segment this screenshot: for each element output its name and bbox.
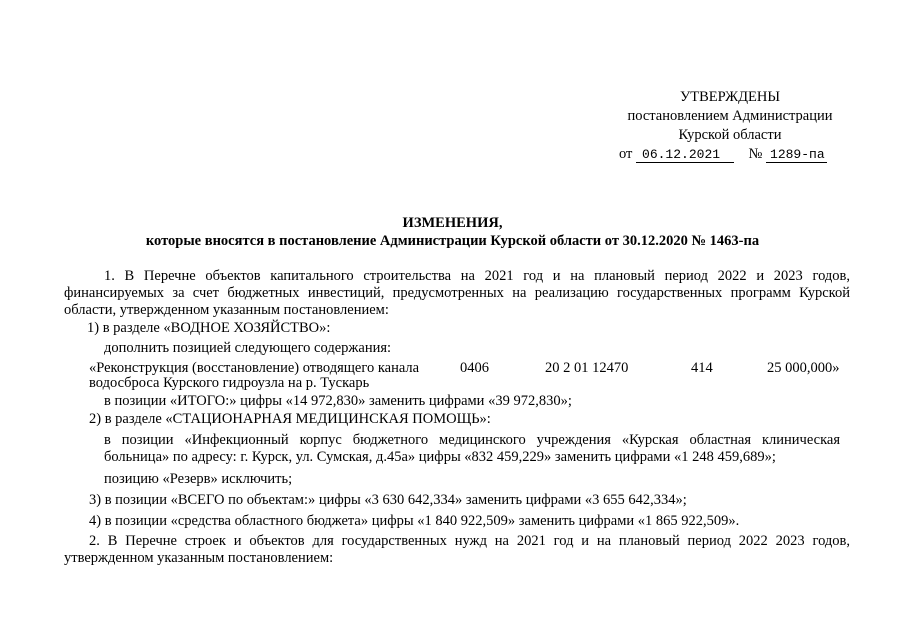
list-item-1-text: дополнить позицией следующего содержания: bbox=[104, 340, 392, 356]
number-prefix: № bbox=[748, 146, 763, 162]
document-subtitle: которые вносятся в постановление Администрации Курской области от 30.12.2020 № 1463-па bbox=[145, 233, 760, 249]
row-code-target: 20 2 01 12470 bbox=[545, 360, 629, 376]
paragraph-1-line: финансируемых за счет бюджетных инвестиций, предусмотренных на реализацию государственных программ Курской bbox=[64, 285, 850, 301]
paragraph-1-line: 1. В Перечне объектов капитального строительства на 2021 год и на плановый период 2022 и 2023 годов, bbox=[104, 268, 850, 284]
list-item-2-text: больница» по адресу: г. Курск, ул. Сумская, д.45а» цифры «832 459,229» заменить цифрами «1 248 459,689»; bbox=[104, 449, 776, 465]
row-object-name: водосброса Курского гидроузла на р. Тускарь bbox=[89, 375, 370, 391]
row-amount: 25 000,000» bbox=[767, 360, 840, 376]
row-code-section: 0406 bbox=[460, 360, 489, 376]
list-item-1: 1) в разделе «ВОДНОЕ ХОЗЯЙСТВО»: bbox=[87, 320, 331, 336]
list-item-4: 4) в позиции «средства областного бюджета» цифры «1 840 922,509» заменить цифрами «1 865 922,509». bbox=[89, 513, 740, 529]
approval-stamp bbox=[600, 88, 860, 164]
paragraph-1-line: области, утвержденном указанным постановлением: bbox=[64, 302, 389, 318]
approval-title: УТВЕРЖДЕНЫ bbox=[679, 89, 781, 105]
list-item-2: 2) в разделе «СТАЦИОНАРНАЯ МЕДИЦИНСКАЯ ПОМОЩЬ»: bbox=[89, 411, 491, 427]
list-item-3: 3) в позиции «ВСЕГО по объектам:» цифры «3 630 642,334» заменить цифрами «3 655 642,334»; bbox=[89, 492, 687, 508]
paragraph-2-line: утвержденном указанным постановлением: bbox=[64, 550, 334, 566]
list-item-2-text: в позиции «Инфекционный корпус бюджетного медицинского учреждения «Курская областная клиническая bbox=[104, 432, 840, 448]
row-object-name: «Реконструкция (восстановление) отводящего канала bbox=[89, 360, 420, 376]
approval-date-line bbox=[619, 145, 879, 164]
approval-line: постановлением Администрации bbox=[627, 108, 833, 124]
approval-date: 06.12.2021 bbox=[636, 147, 734, 163]
document-title: ИЗМЕНЕНИЯ, bbox=[402, 215, 503, 231]
list-item-2-text: позицию «Резерв» исключить; bbox=[104, 471, 293, 487]
approval-number: 1289-па bbox=[766, 147, 827, 163]
paragraph-2-line: 2. В Перечне строек и объектов для государственных нужд на 2021 год и на плановый период 2022 2023 годов, bbox=[89, 533, 850, 549]
list-item-1-total: в позиции «ИТОГО:» цифры «14 972,830» заменить цифрами «39 972,830»; bbox=[104, 393, 572, 409]
row-code-type: 414 bbox=[691, 360, 713, 376]
date-prefix: от bbox=[619, 146, 633, 162]
approval-line: Курской области bbox=[678, 127, 782, 143]
